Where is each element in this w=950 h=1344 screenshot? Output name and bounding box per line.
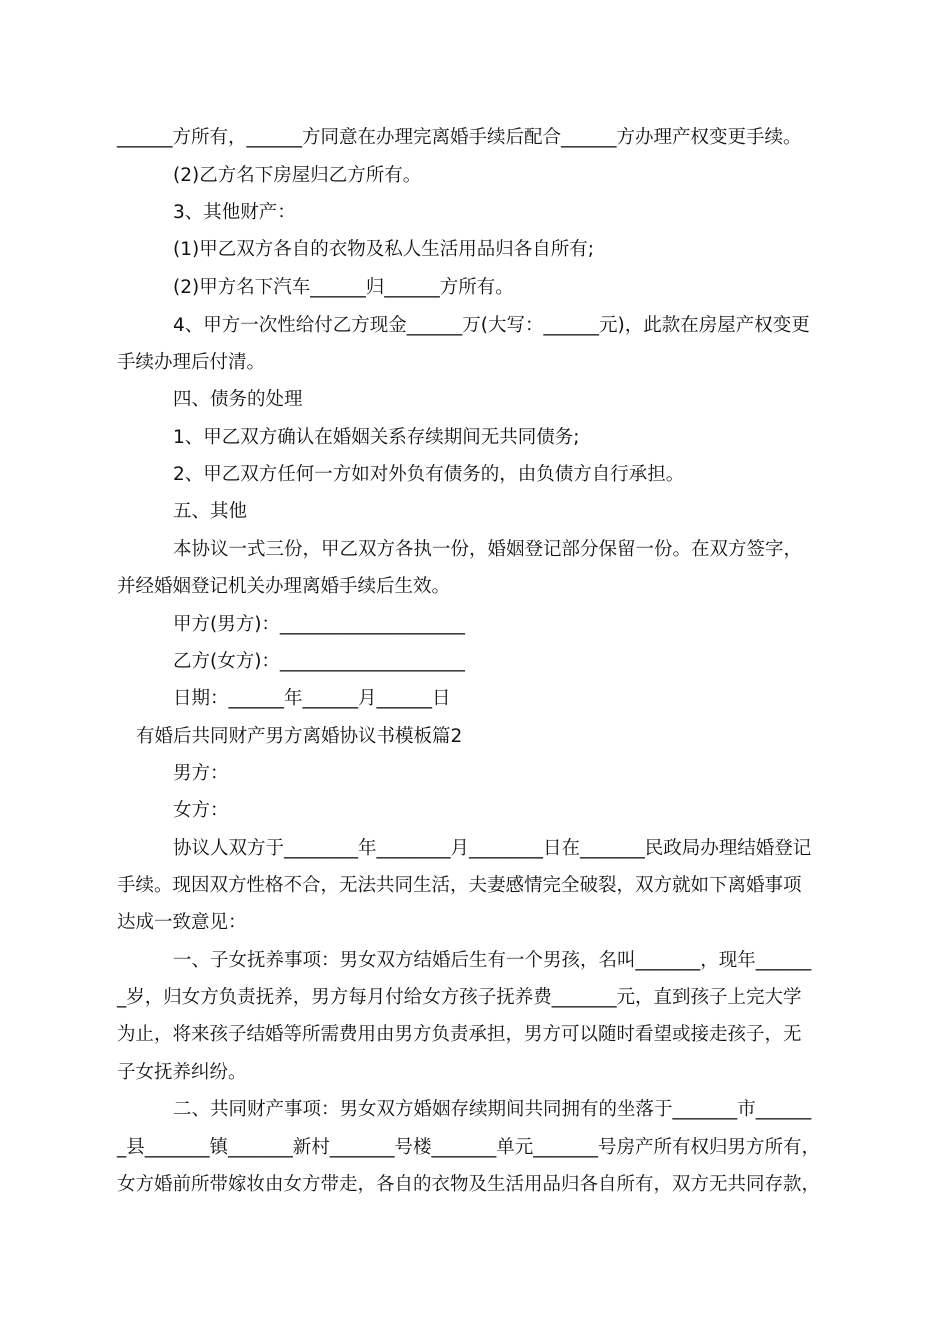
text-line-29: 女方婚前所带嫁妆由女方带走，各自的衣物及生活用品归各自所有，双方无共同存款， [117, 1174, 821, 1195]
template-title: 有婚后共同财产男方离婚协议书模板篇2 [136, 726, 463, 747]
text-line-3: 3、其他财产： [173, 202, 296, 223]
party-male: 男方： [173, 763, 229, 784]
text-line-9: 1、甲乙双方确认在婚姻关系存续期间无共同债务; [173, 427, 580, 448]
party-female: 女方： [173, 800, 229, 821]
text-line-4: (1)甲乙双方各自的衣物及私人生活用品归各自所有; [173, 239, 594, 260]
text-line-12: 本协议一式三份，甲乙双方各执一份，婚姻登记部分保留一份。在双方签字， [173, 539, 803, 560]
text-line-5: (2)甲方名下汽车______归______方所有。 [173, 277, 514, 298]
text-line-10: 2、甲乙双方任何一方如对外负有债务的，由负债方自行承担。 [173, 464, 685, 485]
text-line-23: 一、子女抚养事项：男女双方结婚后生有一个男孩，名叫_______，现年______ [173, 950, 812, 971]
signature-party-b: 乙方(女方)：____________________ [173, 651, 465, 672]
text-line-2: (2)乙方名下房屋归乙方所有。 [173, 165, 422, 186]
text-line-6: 4、甲方一次性给付乙方现金______万(大写：______元)，此款在房屋产权变更 [173, 315, 810, 336]
text-line-7: 手续办理后付清。 [117, 352, 266, 373]
section-heading-debts: 四、债务的处理 [173, 389, 303, 410]
text-line-20: 协议人双方于________年________月________日在_______民政局办理结婚登记 [173, 838, 812, 859]
text-line-1: ______方所有，______方同意在办理完离婚手续后配合______方办理产权变更手续。 [117, 127, 802, 148]
text-line-13: 并经婚姻登记机关办理离婚手续后生效。 [117, 576, 451, 597]
text-line-26: 子女抚养纠纷。 [117, 1062, 247, 1083]
text-line-24: _岁，归女方负责抚养，男方每月付给女方孩子抚养费_______元，直到孩子上完大学 [117, 987, 802, 1008]
text-line-22: 达成一致意见： [117, 912, 247, 933]
text-line-21: 手续。现因双方性格不合，无法共同生活，夫妻感情完全破裂，双方就如下离婚事项 [117, 875, 802, 896]
section-heading-other: 五、其他 [173, 501, 248, 522]
signature-party-a: 甲方(男方)：____________________ [173, 614, 465, 635]
text-line-25: 为止，将来孩子结婚等所需费用由男方负责承担，男方可以随时看望或接走孩子，无 [117, 1024, 802, 1045]
signature-date: 日期：______年______月______日 [173, 688, 451, 709]
text-line-28: _县_______镇_______新村_______号楼_______单元_______号房产所有权归男方所有， [117, 1137, 821, 1158]
text-line-27: 二、共同财产事项：男女双方婚姻存续期间共同拥有的坐落于_______市______ [173, 1099, 812, 1120]
